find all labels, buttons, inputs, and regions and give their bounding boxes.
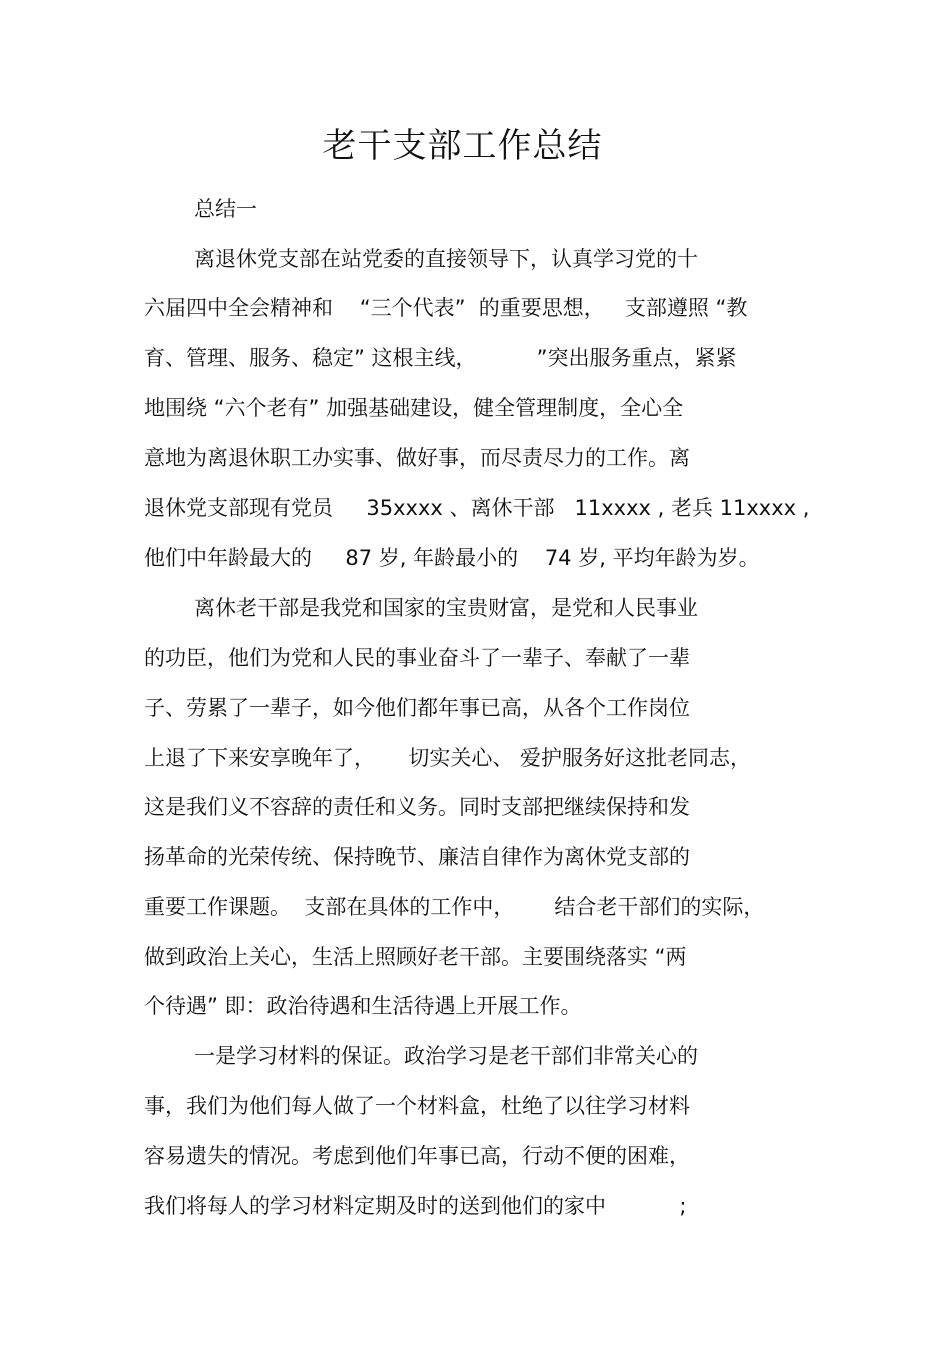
paragraph-3-line-1: 一是学习材料的保证。政治学习是老干部们非常关心的 bbox=[194, 1044, 698, 1068]
paragraph-2-line-5: 这是我们义不容辞的责任和义务。同时支部把继续保持和发 bbox=[144, 795, 690, 819]
paragraph-2-line-4: 上退了下来安享晚年了， 切实关心、 爱护服务好这批老同志， bbox=[144, 746, 752, 770]
section-heading: 总结一 bbox=[194, 197, 257, 221]
paragraph-2-line-9: 个待遇” 即：政治待遇和生活待遇上开展工作。 bbox=[144, 994, 582, 1018]
paragraph-2-line-6: 扬革命的光荣传统、保持晚节、廉洁自律作为离休党支部的 bbox=[144, 845, 690, 869]
paragraph-1-line-4: 地围绕 “六个老有” 加强基础建设，健全管理制度，全心全 bbox=[144, 396, 684, 420]
paragraph-1-line-3: 育、管理、服务、稳定” 这根主线， ”突出服务重点，紧紧 bbox=[144, 346, 737, 370]
paragraph-1-line-5: 意地为离退休职工办实事、做好事，而尽责尽力的工作。离 bbox=[144, 446, 690, 470]
paragraph-2-line-3: 子、劳累了一辈子，如今他们都年事已高，从各个工作岗位 bbox=[144, 696, 690, 720]
page-title: 老干支部工作总结 bbox=[322, 126, 603, 166]
paragraph-2-line-2: 的功臣，他们为党和人民的事业奋斗了一辈子、奉献了一辈 bbox=[144, 646, 690, 670]
paragraph-2-line-7: 重要工作课题。 支部在具体的工作中， 结合老干部们的实际， bbox=[144, 895, 765, 919]
paragraph-1-line-6: 退休党支部现有党员 35xxxx 、离休干部 11xxxx , 老兵 11xxxx , bbox=[144, 496, 810, 520]
paragraph-1-line-2: 六届四中全会精神和 “三个代表” 的重要思想， 支部遵照 “教 bbox=[144, 296, 748, 320]
paragraph-1-line-7: 他们中年龄最大的 87 岁, 年龄最小的 74 岁, 平均年龄为岁。 bbox=[144, 546, 760, 570]
paragraph-3-line-3: 容易遗失的情况。考虑到他们年事已高，行动不便的困难， bbox=[144, 1144, 690, 1168]
paragraph-3-line-2: 事，我们为他们每人做了一个材料盒，杜绝了以往学习材料 bbox=[144, 1094, 690, 1118]
paragraph-2-line-1: 离休老干部是我党和国家的宝贵财富，是党和人民事业 bbox=[194, 596, 698, 620]
paragraph-1-line-1: 离退休党支部在站党委的直接领导下，认真学习党的十 bbox=[194, 247, 698, 271]
paragraph-3-line-4: 我们将每人的学习材料定期及时的送到他们的家中 ; bbox=[144, 1194, 687, 1218]
paragraph-2-line-8: 做到政治上关心，生活上照顾好老干部。主要围绕落实 “两 bbox=[144, 945, 687, 969]
